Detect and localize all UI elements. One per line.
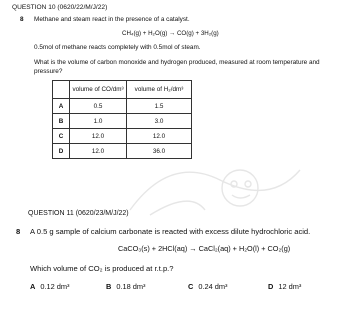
- h2-volume-cell: 3.0: [127, 114, 192, 129]
- question-stem: A 0.5 g sample of calcium carbonate is reacted with excess dilute hydrochloric acid.: [30, 227, 311, 236]
- table-header-row: [53, 81, 192, 99]
- answer-options-table: [52, 80, 192, 159]
- answer-option-d[interactable]: [268, 282, 301, 291]
- question-11-heading: QUESTION 11 (0620/23/M/J/22): [28, 210, 129, 217]
- table-header-blank: [53, 81, 70, 99]
- question-number: 8: [16, 227, 21, 236]
- answer-option-b[interactable]: [106, 282, 146, 291]
- question-info: 0.5mol of methane reacts completely with 0.5mol of steam.: [34, 44, 201, 51]
- background-doodle-watermark: [110, 150, 310, 220]
- table-row[interactable]: [53, 99, 192, 114]
- co-volume-cell: 0.5: [70, 99, 127, 114]
- option-letter: B: [53, 114, 70, 129]
- table-header-h2: volume of H₂/dm³: [127, 81, 192, 99]
- co-volume-cell: 1.0: [70, 114, 127, 129]
- question-number: 8: [20, 16, 24, 23]
- option-text: 0.24 dm³: [198, 282, 228, 291]
- question-stem: Methane and steam react in the presence of a catalyst.: [34, 16, 190, 23]
- h2-volume-cell: 12.0: [127, 129, 192, 144]
- table-row[interactable]: [53, 114, 192, 129]
- option-text: 12 dm³: [278, 282, 302, 291]
- option-letter: A: [30, 282, 36, 291]
- question-prompt: Which volume of CO₂ is produced at r.t.p.?: [30, 264, 174, 273]
- option-text: 0.12 dm³: [40, 282, 70, 291]
- question-prompt: What is the volume of carbon monoxide and hydrogen produced, measured at room temperature and pressure?: [34, 59, 320, 75]
- table-row[interactable]: [53, 129, 192, 144]
- option-letter: A: [53, 99, 70, 114]
- option-letter: D: [268, 282, 274, 291]
- question-10-heading: QUESTION 10 (0620/22/M/J/22): [12, 4, 108, 11]
- reaction-equation: CH₄(g) + H₂O(g) → CO(g) + 3H₂(g): [122, 30, 219, 37]
- h2-volume-cell: 1.5: [127, 99, 192, 114]
- h2-volume-cell: 36.0: [127, 144, 192, 159]
- co-volume-cell: 12.0: [70, 144, 127, 159]
- option-letter: D: [53, 144, 70, 159]
- table-header-co: volume of CO/dm³: [70, 81, 127, 99]
- option-letter: B: [106, 282, 112, 291]
- answer-option-c[interactable]: [188, 282, 228, 291]
- option-letter: C: [53, 129, 70, 144]
- option-text: 0.18 dm³: [116, 282, 146, 291]
- option-letter: C: [188, 282, 194, 291]
- answer-option-a[interactable]: [30, 282, 70, 291]
- reaction-equation: CaCO₃(s) + 2HCl(aq) → CaCl₂(aq) + H₂O(l) + CO₂(g): [118, 244, 291, 253]
- co-volume-cell: 12.0: [70, 129, 127, 144]
